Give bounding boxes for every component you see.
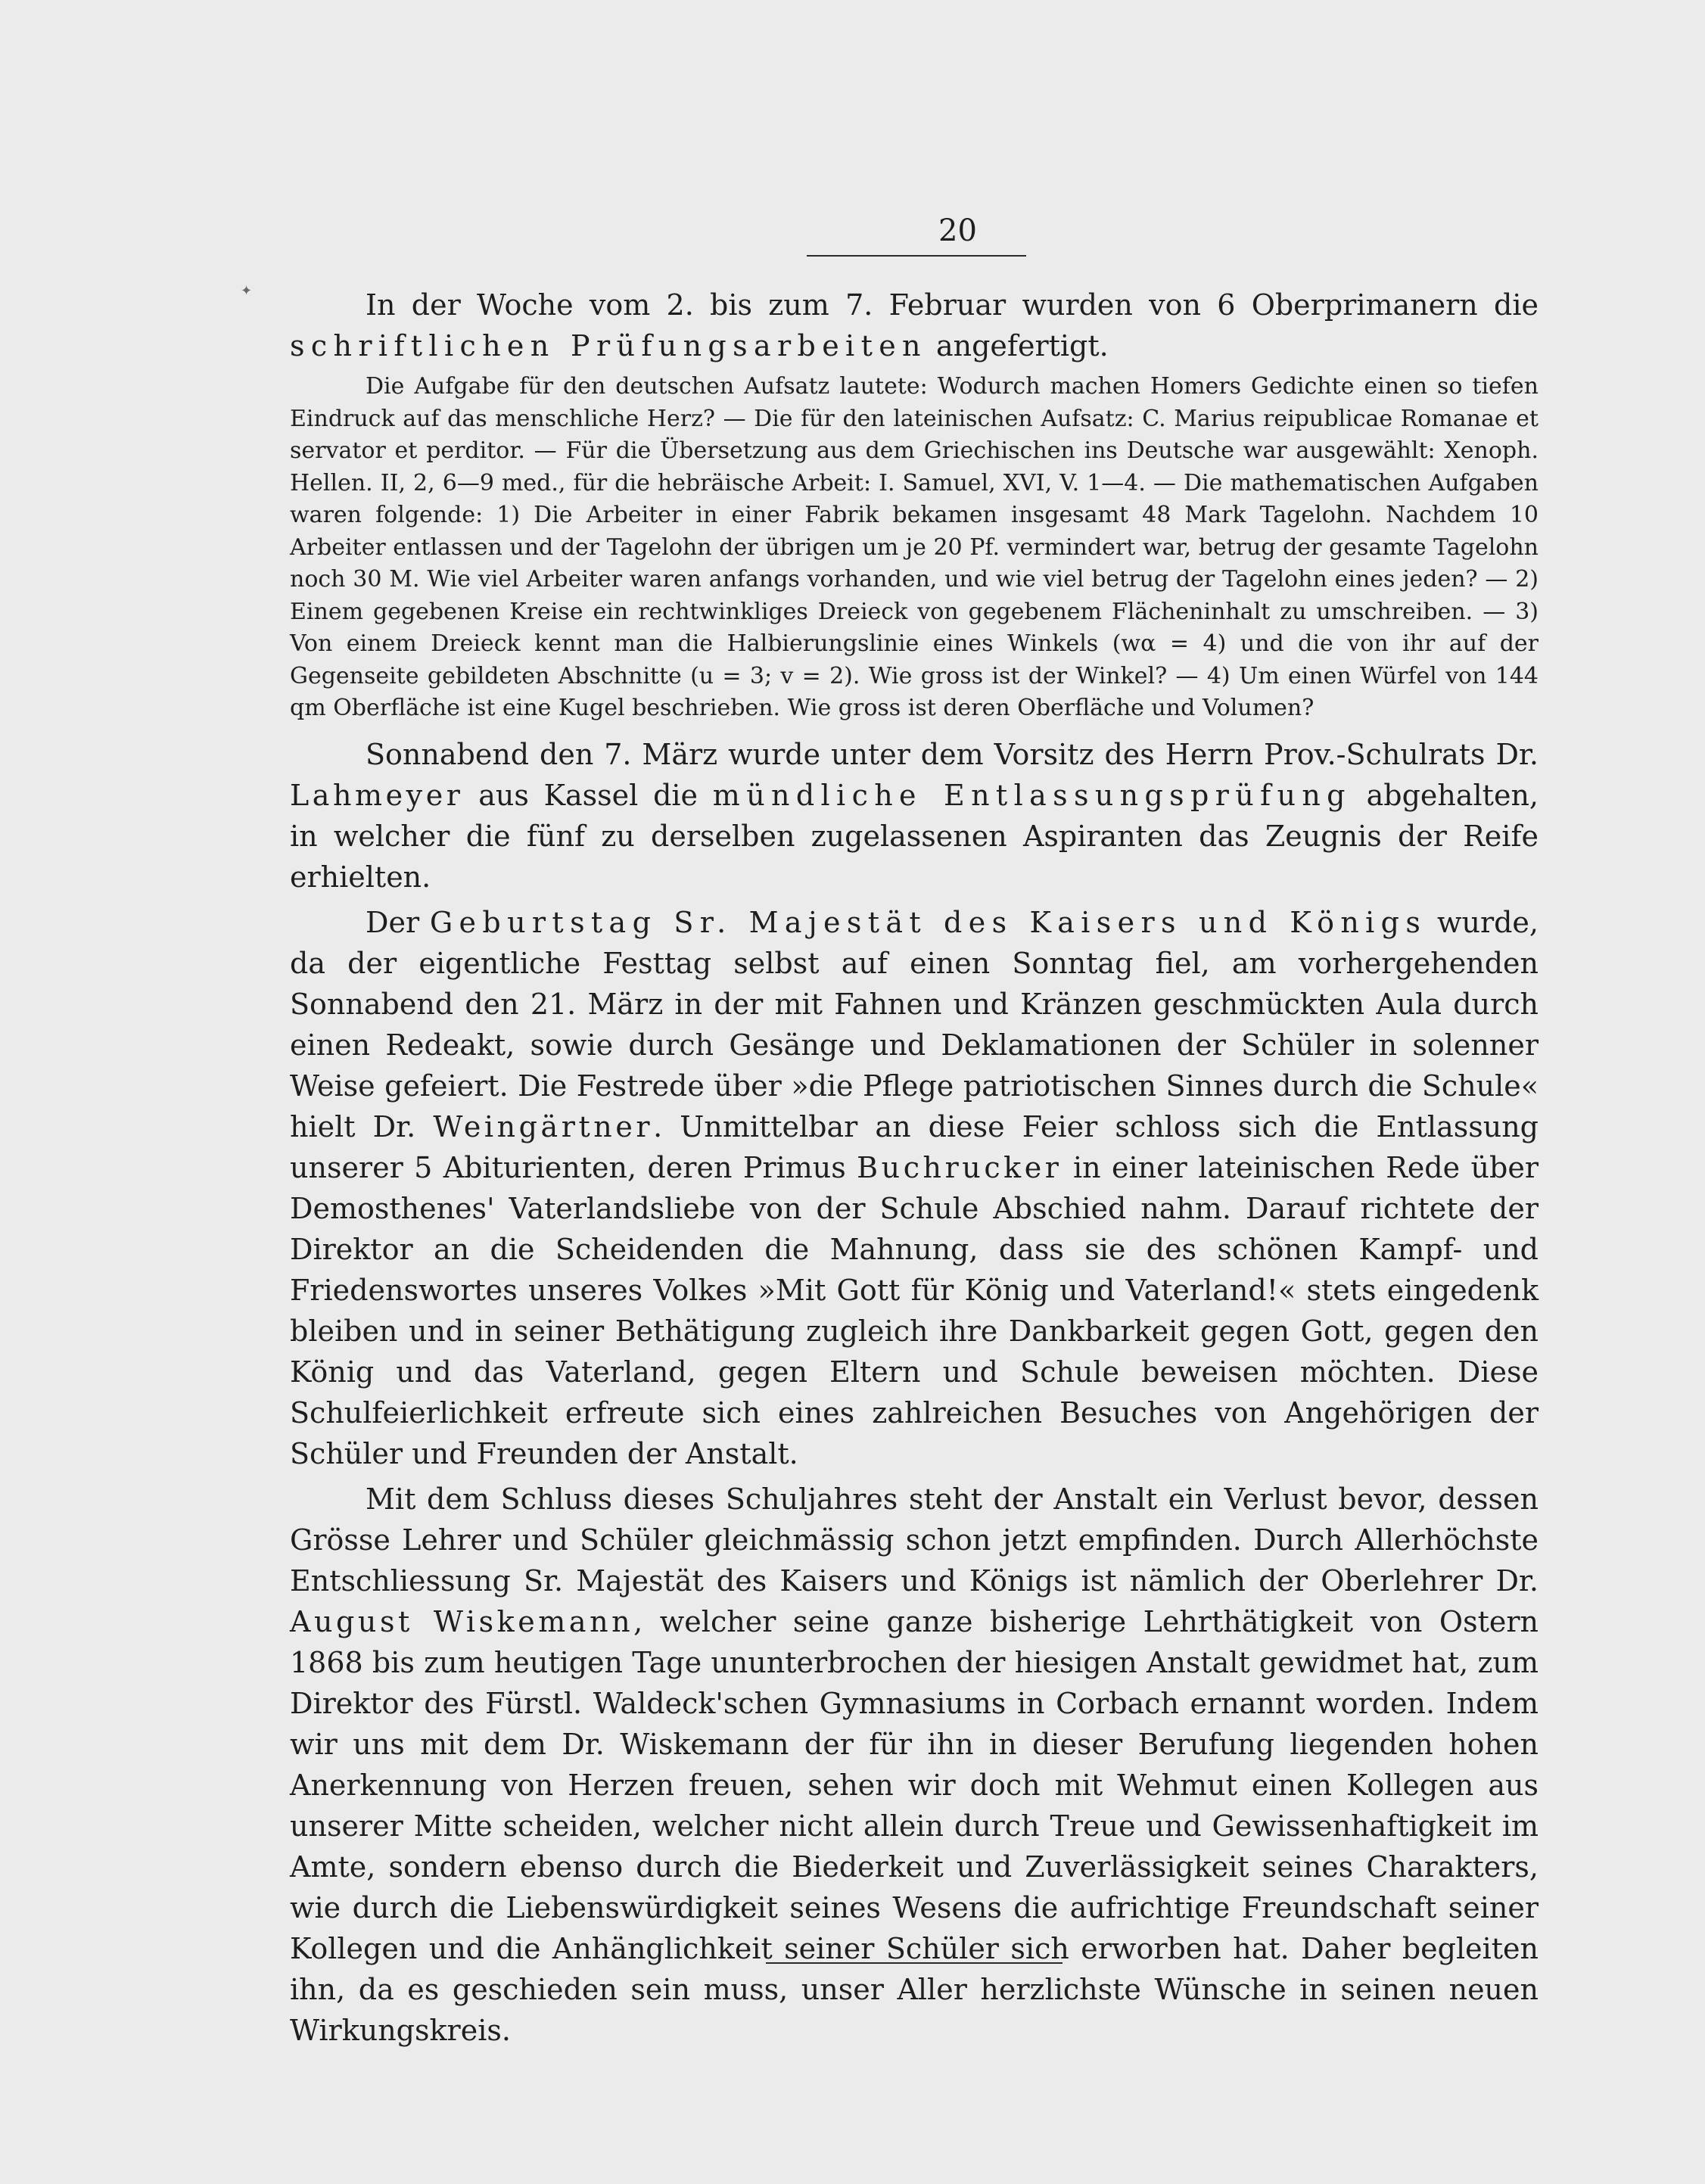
emphasis-written-exams: schriftlichen Prüfungsarbeiten: [290, 329, 927, 362]
emphasis-buchrucker: Buchrucker: [857, 1150, 1063, 1184]
header-rule: [807, 255, 1026, 257]
text-run: Der: [366, 905, 430, 939]
text-run: aus Kassel die: [463, 778, 713, 812]
text-run: In der Woche vom 2. bis zum 7. Februar wurden von 6 Oberprimanern die: [366, 288, 1539, 322]
text-run: Mit dem Schluss dieses Schuljahres steht der Anstalt ein Verlust bevor, dessen Grösse Lehrer und Schüler gleichmässig schon jetzt empfinden. Durch Allerhöchste Entschliessung Sr. Majestät des Kaisers und Königs ist nämlich der Oberlehrer Dr.: [290, 1482, 1539, 1598]
emphasis-weingaertner: Weingärtner: [433, 1109, 654, 1143]
text-run: abgehalten, in welcher die fünf zu derselben zugelassenen Aspiranten das Zeugnis der Reife erhielten.: [290, 778, 1539, 894]
text-run: angefertigt.: [926, 329, 1109, 362]
footer-rule: [766, 1962, 1063, 1964]
ink-speck: ✦: [241, 283, 253, 299]
paragraph-written-exams: [290, 285, 1539, 366]
emphasis-kaiser-birthday: Geburtstag Sr. Majestät des Kaisers und Königs: [429, 905, 1427, 939]
body-text: [290, 285, 1539, 2055]
text-run: wurde, da der eigentliche Festtag selbst auf einen Sonntag fiel, am vorhergehenden Sonnabend den 21. März in der mit Fahnen und Kränzen geschmückten Aula durch einen Redeakt, sowie durch Gesänge und Deklamationen der Schüler in solenner Weise gefeiert. Die Festrede über »die Pflege patriotischen Sinnes durch die Schule« hielt Dr.: [290, 905, 1539, 1143]
paragraph-exam-tasks: Die Aufgabe für den deutschen Aufsatz lautete: Wodurch machen Homers Gedichte einen so tiefen Eindruck auf das menschliche Herz? — Die für den lateinischen Aufsatz: C. Marius reipublicae Romanae et servator et perditor. — Für die Übersetzung aus dem Griechischen ins Deutsche war ausgewählt: Xenoph. Hellen. II, 2, 6—9 med., für die hebräische Arbeit: I. Samuel, XVI, V. 1—4. — Die mathematischen Aufgaben waren folgende: 1) Die Arbeiter in einer Fabrik bekamen insgesamt 48 Mark Tagelohn. Nachdem 10 Arbeiter entlassen und der Tagelohn der übrigen um je 20 Pf. vermindert war, betrug der gesamte Tagelohn noch 30 M. Wie viel Arbeiter waren anfangs vorhanden, und wie viel betrug der Tagelohn eines jeden? — 2) Einem gegebenen Kreise ein rechtwinkliges Dreieck von gegebenem Flächeninhalt zu umschreiben. — 3) Von einem Dreieck kennt man die Halbierungslinie eines Winkels (wα = 4) und die von ihr auf der Gegenseite gebildeten Abschnitte (u = 3; v = 2). Wie gross ist der Winkel? — 4) Um einen Würfel von 144 qm Oberfläche ist eine Kugel beschrieben. Wie gross ist deren Oberfläche und Volumen?: [290, 373, 1539, 721]
text-run: in einer lateinischen Rede über Demosthenes' Vaterlandsliebe von der Schule Abschied nahm. Darauf richtete der Direktor an die Scheidenden die Mahnung, dass sie des schönen Kampf- und Friedenswortes unseres Volkes »Mit Gott für König und Vaterland!« stets eingedenk bleiben und in seiner Bethätigung zugleich ihre Dankbarkeit gegen Gott, gegen den König und das Vaterland, gegen Eltern und Schule beweisen möchten. Diese Schulfeierlichkeit erfreute sich eines zahlreichen Besuches von Angehörigen der Schüler und Freunden der Anstalt.: [290, 1150, 1539, 1470]
text-run: Sonnabend den 7. März wurde unter dem Vorsitz des Herrn Prov.-Schulrats Dr.: [366, 737, 1539, 771]
emphasis-oral-exam: mündliche Entlassungsprüfung: [712, 778, 1352, 812]
paragraph-kaiser-birthday: [290, 902, 1539, 1474]
text-run: . Unmittelbar an diese Feier schloss sich die Entlassung unserer 5 Abiturienten, deren Primus: [290, 1109, 1539, 1184]
emphasis-lahmeyer: Lahmeyer: [290, 778, 464, 812]
emphasis-august-wiskemann: August Wiskemann: [290, 1604, 634, 1638]
paragraph-wiskemann: [290, 1479, 1539, 2051]
paragraph-oral-exam: [290, 734, 1539, 898]
text-run: , welcher seine ganze bisherige Lehrthätigkeit von Ostern 1868 bis zum heutigen Tage ununterbrochen der hiesigen Anstalt gewidmet hat, zum Direktor des Fürstl. Waldeck'schen Gymnasiums in Corbach ernannt worden. Indem wir uns mit dem Dr. Wiskemann der für ihn in dieser Berufung liegenden hohen Anerkennung von Herzen freuen, sehen wir doch mit Wehmut einen Kollegen aus unserer Mitte scheiden, welcher nicht allein durch Treue und Gewissenhaftigkeit im Amte, sondern ebenso durch die Biederkeit und Zuverlässigkeit seines Charakters, wie durch die Liebenswürdigkeit seines Wesens die aufrichtige Freundschaft seiner Kollegen und die Anhänglichkeit seiner Schüler sich erworben hat. Daher begleiten ihn, da es geschieden sein muss, unser Aller herzlichste Wünsche in seinen neuen Wirkungskreis.: [290, 1604, 1539, 2047]
page-number: 20: [938, 213, 977, 248]
